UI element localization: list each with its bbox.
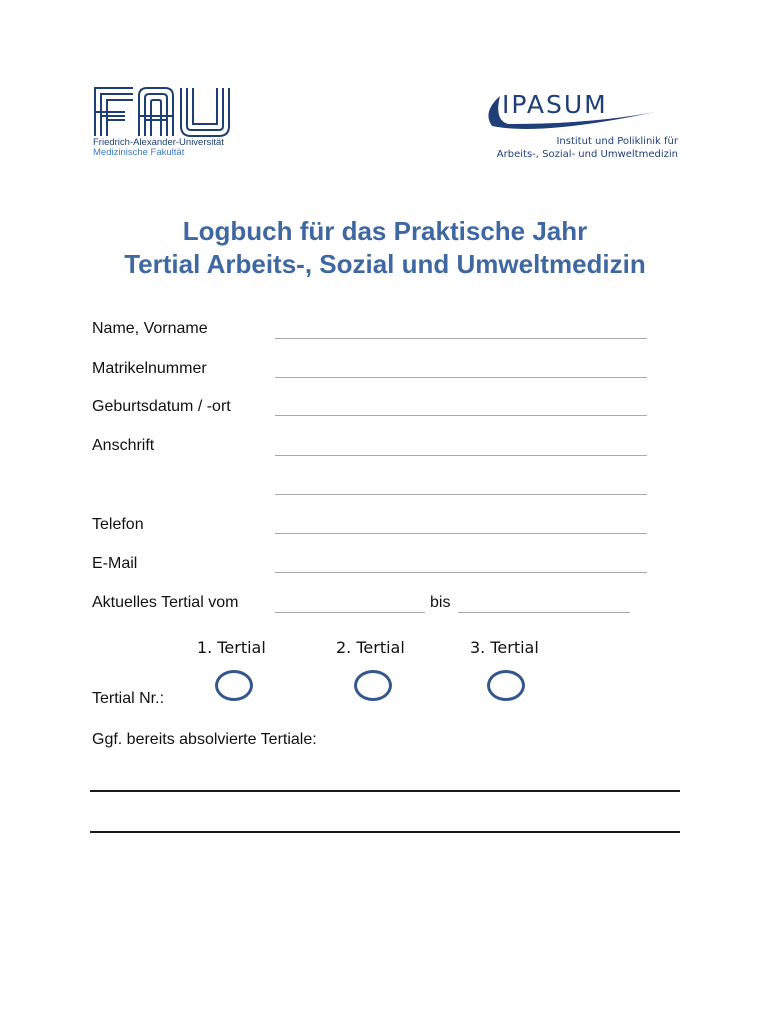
tertial-period-label: Aktuelles Tertial vom [92, 594, 239, 611]
birth-label: Geburtsdatum / -ort [92, 398, 231, 415]
ipasum-logo [480, 90, 680, 165]
ipasum-department-line: Arbeits-, Sozial- und Umweltmedizin [496, 149, 678, 160]
tertial-1-radio[interactable] [215, 670, 253, 701]
matrikel-label: Matrikelnummer [92, 360, 207, 377]
tertial-3-label: 3. Tertial [470, 638, 539, 657]
tertial-start-field[interactable] [275, 612, 425, 613]
tertial-2-radio[interactable] [354, 670, 392, 701]
tertial-2-label: 2. Tertial [336, 638, 405, 657]
fau-wordmark-icon [93, 86, 233, 138]
address-field-line-2[interactable] [275, 494, 647, 495]
name-label: Name, Vorname [92, 320, 208, 337]
ipasum-wordmark: IPASUM [502, 90, 608, 119]
tertial-3-radio[interactable] [487, 670, 525, 701]
phone-field[interactable] [275, 533, 647, 534]
completed-tertials-line-1[interactable] [90, 790, 680, 792]
fau-logo [93, 86, 233, 166]
phone-label: Telefon [92, 516, 144, 533]
address-field-line-1[interactable] [275, 455, 647, 456]
completed-tertials-line-2[interactable] [90, 831, 680, 833]
completed-tertials-label: Ggf. bereits absolvierte Tertiale: [92, 731, 317, 748]
address-label: Anschrift [92, 437, 155, 454]
tertial-number-label: Tertial Nr.: [92, 690, 165, 707]
bis-label: bis [430, 594, 451, 611]
fau-faculty-name: Medizinische Fakultät [93, 147, 185, 158]
matrikel-field[interactable] [275, 377, 647, 378]
email-field[interactable] [275, 572, 647, 573]
name-field[interactable] [275, 338, 647, 339]
fau-university-name: Friedrich-Alexander-Universität [93, 137, 224, 148]
tertial-1-label: 1. Tertial [197, 638, 266, 657]
ipasum-institute-line: Institut und Poliklinik für [556, 136, 678, 147]
tertial-end-field[interactable] [458, 612, 630, 613]
document-subtitle: Tertial Arbeits-, Sozial und Umweltmedizin [124, 249, 646, 279]
birth-field[interactable] [275, 415, 647, 416]
document-title: Logbuch für das Praktische Jahr [182, 216, 588, 246]
email-label: E-Mail [92, 555, 138, 572]
